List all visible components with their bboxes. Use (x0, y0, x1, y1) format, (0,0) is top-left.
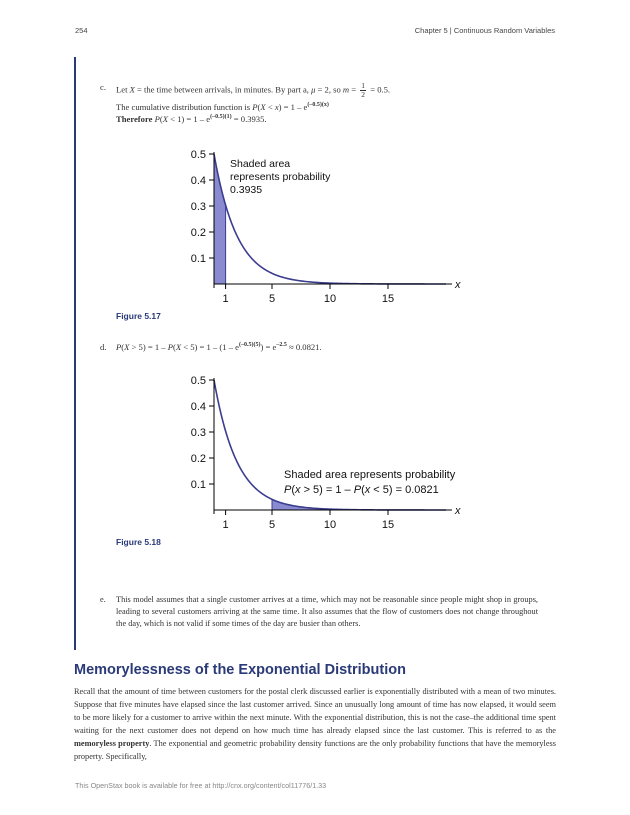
chapter-header: Chapter 5 | Continuous Random Variables (414, 26, 555, 35)
x-tick-label: 1 (222, 293, 229, 305)
y-ticks (191, 375, 214, 491)
y-tick-label: 0.4 (190, 401, 206, 413)
part-c-label: c. (100, 82, 106, 92)
x-ticks (223, 284, 395, 305)
part-e-label: e. (100, 595, 106, 604)
page-footer: This OpenStax book is available for free at http://cnx.org/content/col11776/1.33 (75, 781, 327, 790)
part-c-therefore: Therefore $P(X < 1) = 1 - e^{(-0.5)(1)} = 0.3935$. (116, 114, 267, 124)
y-tick-label: 0.5 (190, 149, 206, 161)
part-c-cdf: The cumulative distribution function is $P(X < x) = 1 - e^{(-0.5)(x)}$ (116, 102, 329, 112)
y-tick-label: 0.4 (190, 175, 206, 187)
x-axis-label: x (455, 279, 461, 291)
part-d-equation: $P(X > 5) = 1 - P(X < 5) = 1 - (1 - e^{(-0.5)(5)}) = e^{-2.5} \approx 0.0821$. (116, 342, 322, 352)
figure-5-17-caption: Figure 5.17 (116, 311, 161, 321)
part-d-label: d. (100, 342, 107, 352)
y-tick-label: 0.5 (190, 375, 206, 387)
fraction-one-half: $\frac{1}{2}$ (361, 81, 366, 99)
y-tick-label: 0.1 (190, 479, 206, 491)
y-tick-label: 0.3 (190, 427, 206, 439)
y-tick-label: 0.3 (190, 201, 206, 213)
x-tick-label: 5 (268, 293, 276, 305)
shaded-area-region (214, 154, 226, 284)
x-ticks (223, 510, 395, 531)
y-tick-label: 0.1 (190, 253, 206, 265)
part-e (100, 594, 538, 630)
section-title: Memorylessness of the Exponential Distribution (74, 662, 406, 678)
part-e-text: This model assumes that a single customer arrives at a time, which may not be reasonable since people might shop in groups, leading to several customers arriving at the same time. It also assumes that the flow of customers does not change throughout the day, which is not valid if some times of the day are busier than others. (116, 595, 538, 628)
x-axis-label: x (455, 505, 461, 517)
annotation-line-2: represents probability (230, 171, 331, 183)
x-tick-label: 15 (381, 293, 395, 305)
annotation-line-1: Shaded area represents probability (284, 469, 456, 481)
example-sidebar-bar (74, 57, 76, 650)
x-tick-label: 15 (381, 519, 395, 531)
x-tick-label: 1 (222, 519, 229, 531)
figure-5-18-caption: Figure 5.18 (116, 537, 161, 547)
x-tick-label: 10 (323, 293, 337, 305)
x-tick-label: 10 (323, 519, 337, 531)
y-tick-label: 0.2 (190, 453, 206, 465)
figure-5-18-chart (180, 368, 480, 533)
annotation-line-3: 0.3935 (230, 184, 263, 196)
x-tick-label: 5 (268, 519, 276, 531)
part-c-line1: Let X = the time between arrivals, in minutes. By part a, μ = 2, so m = $\frac{1}{2}$ = 0.5. (116, 81, 391, 99)
annotation-line-2: P(x > 5) = 1 – P(x < 5) = 0.0821 (284, 484, 439, 496)
memoryless-property-term: memoryless property (74, 739, 150, 748)
page-number: 254 (75, 26, 88, 35)
annotation-line-1: Shaded area (230, 158, 291, 170)
figure-5-17-chart (180, 142, 480, 307)
shaded-area-region (272, 499, 446, 510)
section-paragraph: Recall that the amount of time between customers for the postal clerk discussed earlier is exponentially distributed with a mean of two minutes. Suppose that five minutes have elapsed since the last customer arrived. Since an unusually long amount of time has now elapsed, it would seem to be more likely for a customer to arrive within the next minute. With the exponential distribution, this is not the case–the additional time spent waiting for the next customer does not depend on how much time has already elapsed since the last customer. This is referred to as the memoryless property. The exponential and geometric probability density functions are the only probability functions that have the memoryless property. Specifically, (74, 687, 556, 761)
y-tick-label: 0.2 (190, 227, 206, 239)
y-ticks (191, 149, 214, 265)
